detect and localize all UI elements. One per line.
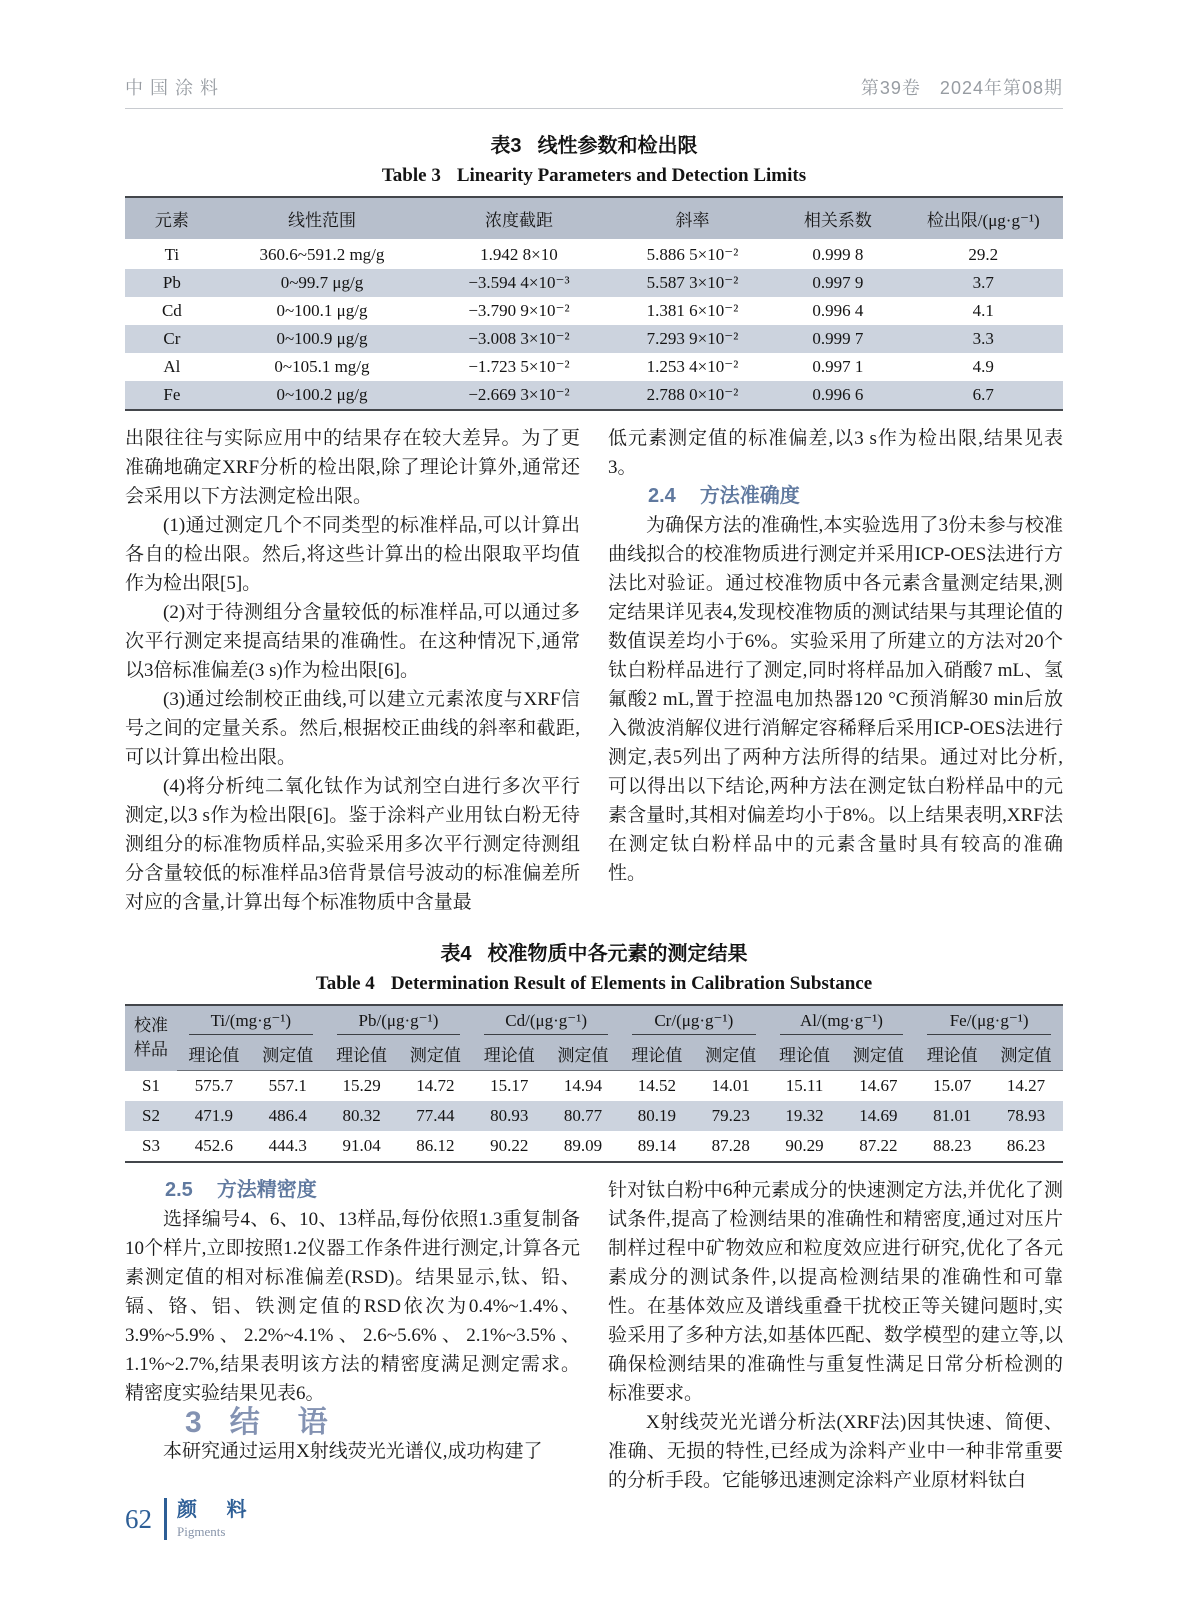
table3-col-correlation: 相关系数	[772, 197, 903, 240]
paragraph: 针对钛白粉中6种元素成分的快速测定方法,并优化了测试条件,提高了检测结果的准确性和精密度,通过对压片制样过程中矿物效应和粒度效应进行研究,优化了各元素成分的测试条件,以提高检测结果的准确性和可靠性。在基体效应及谱线重叠干扰校正等关键问题时,实验采用了多种方法,如基体匹配、数学模型的建立等,以确保检测结果的准确性与重复性满足日常分析检测的标准要求。	[608, 1180, 1063, 1404]
table-cell: 77.44	[416, 1106, 455, 1125]
paragraph: (3)通过绘制校正曲线,可以建立元素浓度与XRF信号之间的定量关系。然后,根据校正曲线的斜率和截距,可以计算出检出限。	[125, 689, 580, 768]
table-cell: 88.23	[933, 1136, 972, 1155]
table3-header-row	[125, 197, 1063, 240]
table-cell: S3	[142, 1136, 160, 1155]
right-column-top	[608, 424, 1063, 917]
table3-col-range: 线性范围	[219, 197, 425, 240]
table-cell: 15.17	[490, 1076, 529, 1095]
table-row	[125, 240, 1063, 269]
table4-label-en: Table 4	[315, 973, 375, 994]
paragraph: 选择编号4、6、10、13样品,每份依照1.3重复制备10个样片,立即按照1.2仪器工作条件进行测定,计算各元素测定值的相对标准偏差(RSD)。结果显示,钛、铅、镉、铬、铝、铁测定值的RSD依次为0.4%~1.4%、3.9%~5.9%、2.2%~4.1%、2.6~5.6%、2.1%~3.5%、1.1%~2.7%,结果表明该方法的精密度满足测定需求。精密度实验结果见表6。	[125, 1209, 580, 1404]
table3-col-slope: 斜率	[613, 197, 772, 240]
table-cell: 1.253 4×10⁻²	[646, 357, 739, 376]
footer-section-en: Pigments	[177, 1523, 226, 1539]
table-cell: Cr	[163, 329, 181, 348]
table-cell: 452.6	[194, 1136, 234, 1155]
table-cell: 91.04	[342, 1136, 381, 1155]
table4-subheader-row	[125, 1038, 1063, 1071]
table-cell: 444.3	[268, 1136, 307, 1155]
section-title: 方法准确度	[699, 485, 800, 507]
table4-corner-header: 校准样品	[125, 1005, 177, 1071]
table4-body	[125, 1071, 1063, 1163]
table4-group-row	[125, 1005, 1063, 1038]
table-cell: 14.94	[563, 1076, 603, 1095]
table-row	[125, 1101, 1063, 1131]
table-cell: 14.52	[637, 1076, 676, 1095]
table4	[125, 1004, 1063, 1163]
table-cell: 14.27	[1006, 1076, 1046, 1095]
table4-group-cd	[472, 1005, 620, 1038]
table-cell: 0~100.2 μg/g	[276, 385, 368, 404]
table3-label-en: Table 3	[381, 165, 441, 186]
table4-group-al	[768, 1005, 916, 1038]
table-cell: 86.12	[416, 1136, 455, 1155]
body-columns-top	[125, 424, 1063, 917]
table-cell: 15.07	[933, 1076, 972, 1095]
table4-subheader-cell: 理论值	[325, 1038, 399, 1071]
table-cell: 14.69	[859, 1106, 898, 1125]
table3-caption-en	[125, 165, 1063, 187]
table-cell: Fe	[163, 385, 181, 404]
table-cell: 360.6~591.2 mg/g	[259, 245, 385, 264]
table-cell: 81.01	[933, 1106, 972, 1125]
table-cell: 79.23	[711, 1106, 750, 1125]
group-label: Al/(mg·g⁻¹)	[780, 1011, 904, 1035]
table-cell: S1	[142, 1075, 160, 1095]
table-row	[125, 297, 1063, 325]
table-cell: Ti	[164, 245, 180, 264]
table-row	[125, 1071, 1063, 1102]
table-cell: 5.886 5×10⁻²	[646, 245, 739, 264]
table4-label-cn: 表4	[440, 943, 472, 965]
paragraph: 为确保方法的准确性,本实验选用了3份未参与校准曲线拟合的校准物质进行测定并采用ICP-OES法进行方法比对验证。通过校准物质中各元素含量测定结果,测定结果详见表4,发现校准物质的测试结果与其理论值的数值误差均小于6%。实验采用了所建立的方法对20个钛白粉样品进行了测定,同时将样品加入硝酸7 mL、氢氟酸2 mL,置于控温电加热器120 °C预消解30 min后放入微波消解仪进行消解定容稀释后采用ICP-OES法进行测定,表5列出了两种方法所得的结果。通过对比分析,可以得出以下结论,两种方法在测定钛白粉样品中的元素含量时,其相对偏差均小于8%。以上结果表明,XRF法在测定钛白粉样品中的元素含量时具有较高的准确性。	[608, 515, 1063, 884]
table4-subheader-cell: 测定值	[398, 1038, 472, 1071]
table4-subheader-cell: 测定值	[694, 1038, 768, 1071]
table-cell: 1.942 8×10	[480, 245, 558, 264]
table-cell: 2.788 0×10⁻²	[646, 385, 739, 404]
running-head	[125, 74, 1063, 109]
group-label: Ti/(mg·g⁻¹)	[189, 1011, 313, 1035]
paragraph: X射线荧光光谱分析法(XRF法)因其快速、简便、准确、无损的特性,已经成为涂料产业中一种非常重要的分析手段。它能够迅速测定涂料产业原材料钛白	[608, 1412, 1063, 1491]
table-cell: 89.14	[637, 1136, 676, 1155]
table3	[125, 196, 1063, 411]
table-cell: −3.008 3×10⁻²	[468, 329, 570, 348]
table4-group-pb	[325, 1005, 473, 1038]
table-cell: 486.4	[268, 1106, 307, 1125]
table-row	[125, 325, 1063, 353]
table4-subheader-cell: 理论值	[768, 1038, 842, 1071]
footer-divider-bar	[164, 1498, 167, 1540]
table-cell: 6.7	[972, 385, 994, 404]
table3-title-en: Linearity Parameters and Detection Limits	[456, 165, 807, 186]
journal-name: 中国涂料	[125, 78, 225, 98]
left-column-top	[125, 424, 580, 917]
right-column-bottom	[608, 1176, 1063, 1495]
table4-subheader-cell: 测定值	[989, 1038, 1063, 1071]
table-cell: 1.381 6×10⁻²	[646, 301, 739, 320]
table-cell: −1.723 5×10⁻²	[468, 357, 570, 376]
table4-subheader-cell: 测定值	[841, 1038, 915, 1071]
volume-issue: 第39卷 2024年第08期	[860, 78, 1063, 98]
table4-caption-cn	[125, 937, 1063, 966]
table-cell: 0~99.7 μg/g	[280, 273, 364, 292]
table-cell: 0.999 7	[812, 329, 864, 348]
table3-caption-cn	[125, 129, 1063, 158]
table-cell: 0.996 6	[812, 385, 864, 404]
table4-caption-en	[125, 973, 1063, 995]
paragraph: 低元素测定值的标准偏差,以3 s作为检出限,结果见表3。	[608, 428, 1063, 478]
left-column-bottom	[125, 1176, 580, 1495]
table4-subheader-cell: 理论值	[620, 1038, 694, 1071]
section-3-heading	[125, 1408, 580, 1437]
table-cell: 4.1	[972, 301, 994, 320]
table-cell: 0.997 1	[812, 357, 864, 376]
table-cell: 0~105.1 mg/g	[274, 357, 370, 376]
table4-subheader-cell: 测定值	[251, 1038, 325, 1071]
table-cell: 471.9	[194, 1106, 234, 1125]
table-cell: 80.19	[637, 1106, 676, 1125]
table-cell: −2.669 3×10⁻²	[468, 385, 570, 404]
table-cell: 89.09	[563, 1136, 603, 1155]
table-cell: 3.3	[972, 329, 994, 348]
table-cell: 15.29	[342, 1076, 381, 1095]
table-cell: 0.996 4	[812, 301, 864, 320]
table-cell: 15.11	[785, 1076, 824, 1095]
table-cell: 5.587 3×10⁻²	[646, 273, 739, 292]
table-cell: 78.93	[1006, 1106, 1046, 1125]
paragraph: (2)对于待测组分含量较低的标准样品,可以通过多次平行测定来提高结果的准确性。在这种情况下,通常以3倍标准偏差(3 s)作为检出限[6]。	[125, 602, 580, 681]
paragraph: (1)通过测定几个不同类型的标准样品,可以计算出各自的检出限。然后,将这些计算出的检出限取平均值作为检出限[5]。	[125, 515, 580, 594]
table-cell: Pb	[162, 273, 181, 292]
section-2-4-heading	[608, 482, 1063, 511]
section-title: 方法精密度	[216, 1179, 317, 1201]
table-cell: 7.293 9×10⁻²	[646, 329, 739, 348]
paragraph: (4)将分析纯二氧化钛作为试剂空白进行多次平行测定,以3 s作为检出限[6]。鉴于涂料产业用钛白粉无待测组分的标准物质样品,实验采用多次平行测定待测组分含量较低的标准样品3倍背景信号波动的标准偏差所对应的含量,计算出每个标准物质中含量最	[125, 776, 580, 913]
section-number: 3	[185, 1406, 202, 1439]
table-cell: 90.22	[490, 1136, 529, 1155]
table-cell: 3.7	[972, 273, 994, 292]
body-columns-bottom	[125, 1176, 1063, 1495]
section-number: 2.5	[165, 1179, 193, 1201]
table4-group-fe	[915, 1005, 1063, 1038]
table4-subheader-cell: 测定值	[546, 1038, 620, 1071]
section-number: 2.4	[648, 485, 676, 507]
table4-subheader-cell: 理论值	[915, 1038, 989, 1071]
table-cell: 575.7	[194, 1076, 234, 1095]
table-cell: 0~100.9 μg/g	[276, 329, 368, 348]
table-cell: 29.2	[968, 245, 999, 264]
table3-col-intercept: 浓度截距	[425, 197, 613, 240]
table-cell: 87.28	[711, 1136, 750, 1155]
table-cell: 0~100.1 μg/g	[276, 301, 368, 320]
table-cell: 86.23	[1006, 1136, 1046, 1155]
page-number: 62	[125, 1503, 152, 1534]
table-cell: Al	[163, 357, 181, 376]
table-cell: 557.1	[268, 1076, 307, 1095]
table-cell: 19.32	[785, 1106, 824, 1125]
table-cell: 80.32	[342, 1106, 381, 1125]
table-cell: 14.67	[859, 1076, 898, 1095]
page-footer	[125, 1498, 259, 1540]
table4-subheader-cell: 理论值	[472, 1038, 546, 1071]
table-cell: 80.93	[490, 1106, 529, 1125]
table-cell: 4.9	[972, 357, 994, 376]
table-row	[125, 381, 1063, 410]
table-cell: −3.790 9×10⁻²	[468, 301, 570, 320]
table-cell: 87.22	[859, 1136, 898, 1155]
table4-group-cr	[620, 1005, 768, 1038]
table-cell: 90.29	[785, 1136, 824, 1155]
footer-section	[177, 1499, 259, 1540]
table4-title-cn: 校准物质中各元素的测定结果	[487, 943, 748, 965]
table-cell: 14.01	[711, 1076, 750, 1095]
group-label: Pb/(μg·g⁻¹)	[337, 1011, 461, 1035]
table3-title-cn: 线性参数和检出限	[537, 135, 698, 157]
table4-header	[125, 1005, 1063, 1071]
table-cell: 0.999 8	[812, 245, 864, 264]
table-row	[125, 353, 1063, 381]
group-label: Cr/(μg·g⁻¹)	[632, 1011, 756, 1035]
table4-title-en: Determination Result of Elements in Calibration Substance	[390, 973, 873, 994]
table3-header	[125, 197, 1063, 240]
table-row	[125, 1131, 1063, 1162]
section-title: 结 语	[229, 1406, 332, 1439]
table3-col-detection-limit: 检出限/(μg·g⁻¹)	[904, 197, 1063, 240]
table-cell: S2	[142, 1106, 160, 1125]
paragraph: 本研究通过运用X射线荧光光谱仪,成功构建了	[163, 1441, 543, 1462]
table-cell: 80.77	[563, 1106, 603, 1125]
group-label: Fe/(μg·g⁻¹)	[927, 1011, 1051, 1035]
paragraph: 出限往往与实际应用中的结果存在较大差异。为了更准确地确定XRF分析的检出限,除了理论计算外,通常还会采用以下方法测定检出限。	[125, 428, 580, 507]
table3-col-element: 元素	[125, 197, 219, 240]
table-cell: 0.997 9	[812, 273, 864, 292]
group-label: Cd/(μg·g⁻¹)	[484, 1011, 608, 1035]
table-cell: Cd	[161, 301, 182, 320]
table4-group-ti	[177, 1005, 325, 1038]
table-cell: 14.72	[416, 1076, 455, 1095]
footer-section-cn: 颜 料	[177, 1498, 259, 1521]
table3-body	[125, 240, 1063, 410]
table3-label-cn: 表3	[490, 135, 522, 157]
table-row	[125, 269, 1063, 297]
section-2-5-heading	[125, 1176, 580, 1205]
table4-subheader-cell: 理论值	[177, 1038, 251, 1071]
table-cell: −3.594 4×10⁻³	[468, 273, 570, 292]
